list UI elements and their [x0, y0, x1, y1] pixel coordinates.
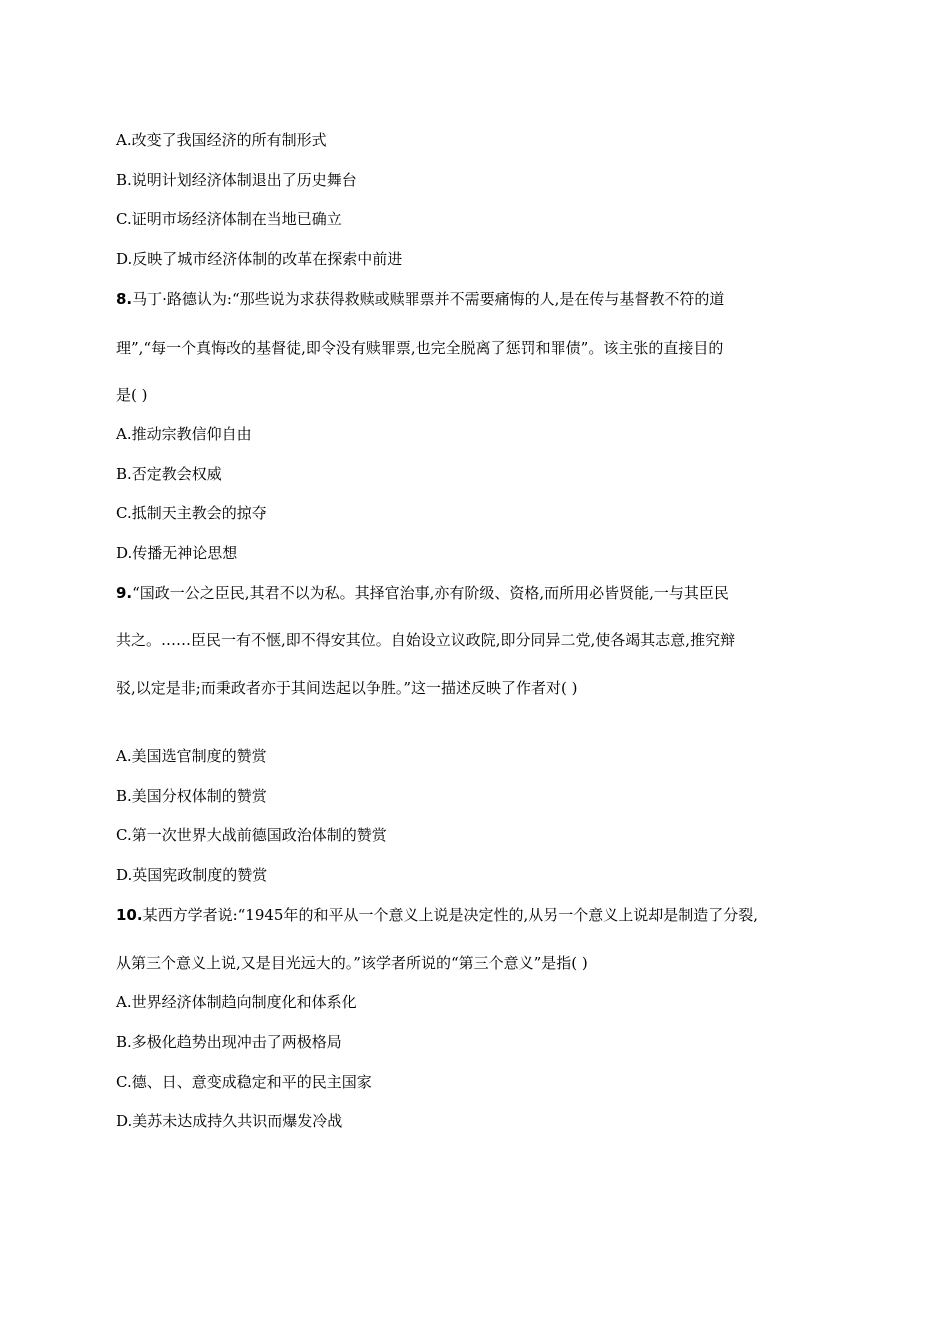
q10-option-c: C.德、日、意变成稳定和平的民主国家	[116, 1073, 372, 1091]
q7-option-c: C.证明市场经济体制在当地已确立	[116, 210, 342, 228]
q8-number: 8.	[116, 290, 133, 308]
q8-stem-line-3: 是( )	[116, 386, 148, 404]
q9-option-a: A.美国选官制度的赞赏	[116, 747, 267, 765]
q9-stem-line-3: 驳,以定是非;而秉政者亦于其间迭起以争胜。”这一描述反映了作者对( )	[116, 679, 578, 697]
q8-option-d: D.传播无神论思想	[116, 544, 238, 562]
q8-stem-line-1	[116, 289, 724, 309]
q10-number: 10.	[116, 906, 143, 924]
q8-option-b: B.否定教会权威	[116, 465, 222, 483]
q9-stem-line-1	[116, 583, 729, 603]
q9-stem-line-2: 共之。……臣民一有不惬,即不得安其位。自始设立议政院,即分同异二党,使各竭其志意,推究辩	[116, 631, 736, 649]
q8-option-a: A.推动宗教信仰自由	[116, 425, 252, 443]
q8-stem-line-2: 理”,“每一个真悔改的基督徒,即令没有赎罪票,也完全脱离了惩罚和罪债”。该主张的直接目的	[116, 339, 724, 357]
q10-stem-text-1: 某西方学者说:“1945年的和平从一个意义上说是决定性的,从另一个意义上说却是制造了分裂,	[142, 906, 759, 924]
q10-option-b: B.多极化趋势出现冲击了两极格局	[116, 1033, 342, 1051]
q9-stem-text-1: “国政一公之臣民,其君不以为私。其择官治事,亦有阶级、资格,而所用必皆贤能,一与其臣民	[132, 584, 729, 602]
q7-option-a: A.改变了我国经济的所有制形式	[116, 131, 327, 149]
q9-option-c: C.第一次世界大战前德国政治体制的赞赏	[116, 826, 387, 844]
q9-option-d: D.英国宪政制度的赞赏	[116, 866, 268, 884]
q7-option-d: D.反映了城市经济体制的改革在探索中前进	[116, 250, 403, 268]
q10-stem-line-1	[116, 905, 758, 925]
q9-option-b: B.美国分权体制的赞赏	[116, 787, 267, 805]
q8-option-c: C.抵制天主教会的掠夺	[116, 504, 267, 522]
q9-number: 9.	[116, 584, 133, 602]
q8-stem-text-1: 马丁·路德认为:“那些说为求获得救赎或赎罪票并不需要痛悔的人,是在传与基督教不符的道	[132, 290, 725, 308]
q10-option-a: A.世界经济体制趋向制度化和体系化	[116, 993, 357, 1011]
q10-stem-line-2: 从第三个意义上说,又是目光远大的。”该学者所说的“第三个意义”是指( )	[116, 954, 588, 972]
q7-option-b: B.说明计划经济体制退出了历史舞台	[116, 171, 357, 189]
q10-option-d: D.美苏未达成持久共识而爆发冷战	[116, 1112, 343, 1130]
